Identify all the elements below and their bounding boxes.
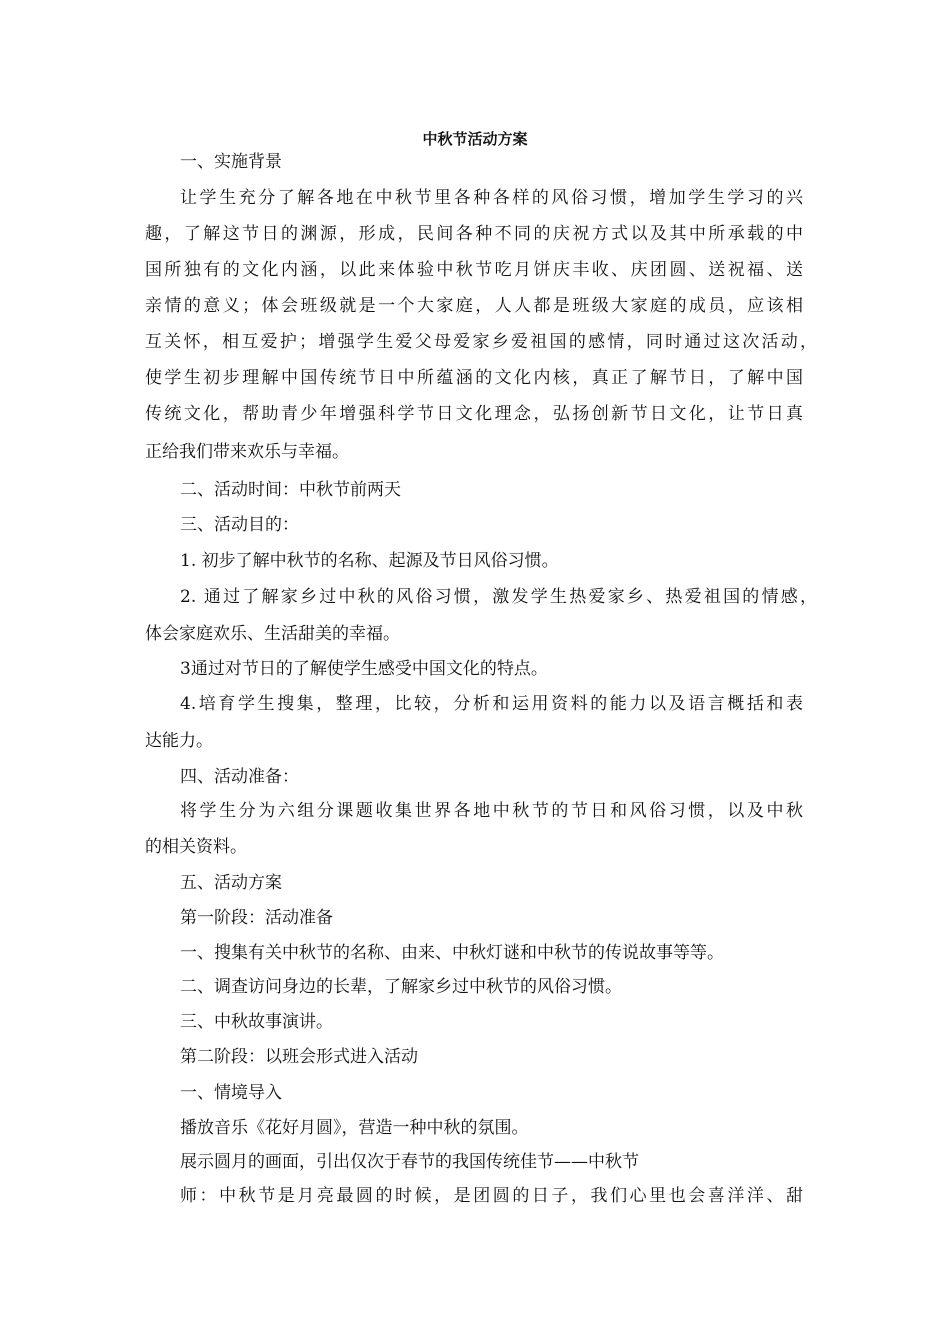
text-line: 师：中秋节是月亮最圆的时候，是团圆的日子，我们心里也会喜洋洋、甜 — [180, 1186, 803, 1206]
text-line: 二、调查访问身边的长辈，了解家乡过中秋节的风俗习惯。 — [180, 977, 622, 997]
text-line: 达能力。 — [145, 731, 213, 751]
text-line: 将学生分为六组分课题收集世界各地中秋节的节日和风俗习惯，以及中秋 — [180, 801, 803, 821]
text-line: 体会家庭欢乐、生活甜美的幸福。 — [145, 624, 400, 644]
text-line: 的相关资料。 — [145, 837, 247, 857]
text-line: 第二阶段：以班会形式进入活动 — [180, 1047, 418, 1067]
text-line: 亲情的意义；体会班级就是一个大家庭，人人都是班级大家庭的成员，应该相 — [145, 296, 803, 316]
text-line: 国所独有的文化内涵，以此来体验中秋节吃月饼庆丰收、庆团圆、送祝福、送 — [145, 260, 803, 280]
text-line: 传统文化，帮助青少年增强科学节日文化理念，弘扬创新节日文化，让节日真 — [145, 404, 803, 424]
text-line: 展示圆月的画面，引出仅次于春节的我国传统佳节——中秋节 — [180, 1152, 639, 1172]
text-line: 2. 通过了解家乡过中秋的风俗习惯，激发学生热爱家乡、热爱祖国的情感， — [180, 587, 817, 607]
text-line: 1. 初步了解中秋节的名称、起源及节日风俗习惯。 — [180, 551, 559, 571]
text-line: 一、搜集有关中秋节的名称、由来、中秋灯谜和中秋节的传说故事等等。 — [180, 943, 724, 963]
text-line: 第一阶段：活动准备 — [180, 908, 333, 928]
text-line: 正给我们带来欢乐与幸福。 — [145, 442, 349, 462]
text-line: 四、活动准备： — [180, 767, 299, 787]
text-line: 使学生初步理解中国传统节日中所蕴涵的文化内核，真正了解节日，了解中国 — [145, 368, 803, 388]
text-line: 三、中秋故事演讲。 — [180, 1012, 333, 1032]
text-line: 五、活动方案 — [180, 873, 282, 893]
text-line: 一、实施背景 — [180, 152, 282, 172]
text-line: 3通过对节日的了解使学生感受中国文化的特点。 — [180, 659, 548, 679]
document-title: 中秋节活动方案 — [422, 130, 528, 148]
text-line: 三、活动目的： — [180, 515, 299, 535]
text-line: 趣，了解这节日的渊源，形成，民间各种不同的庆祝方式以及其中所承载的中 — [145, 224, 803, 244]
text-line: 播放音乐《花好月圆》，营造一种中秋的氛围。 — [180, 1118, 529, 1138]
text-line: 一、情境导入 — [180, 1083, 282, 1103]
text-line: 4.培育学生搜集，整理，比较，分析和运用资料的能力以及语言概括和表 — [180, 694, 803, 714]
text-line: 让学生充分了解各地在中秋节里各种各样的风俗习惯，增加学生学习的兴 — [180, 188, 803, 208]
text-line: 二、活动时间：中秋节前两天 — [180, 480, 401, 500]
text-line: 互关怀，相互爱护；增强学生爱父母爱家乡爱祖国的感情，同时通过这次活动， — [145, 332, 817, 352]
